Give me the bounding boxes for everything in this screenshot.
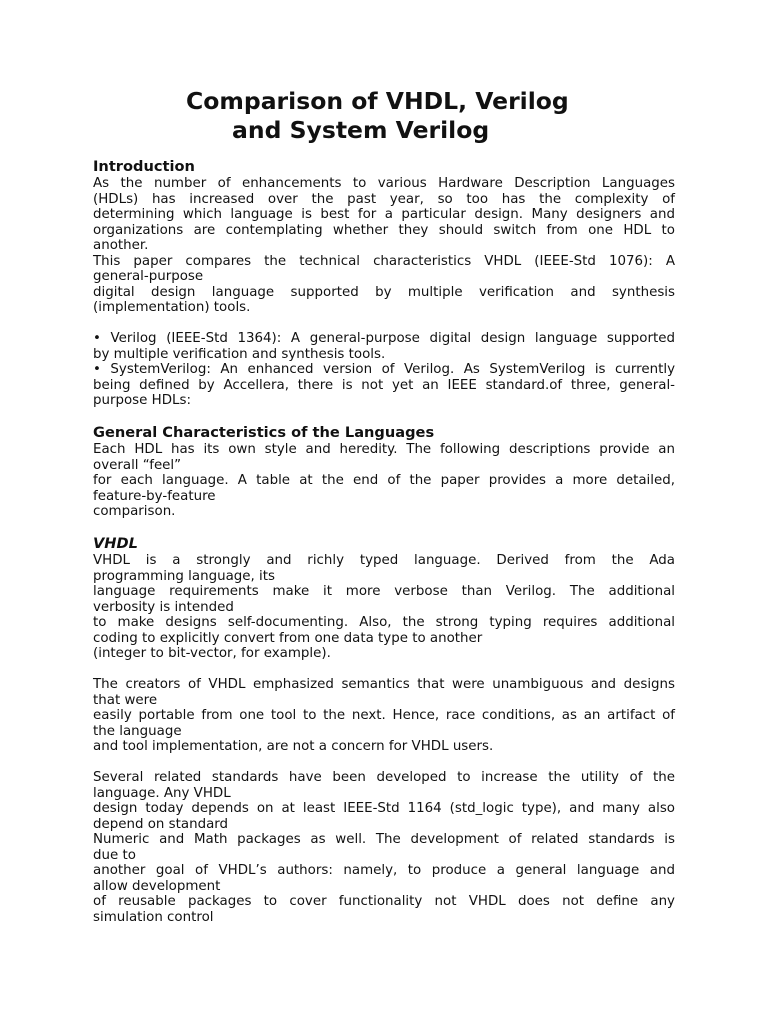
intro-bullet-verilog — [93, 331, 675, 362]
text-line: another. — [93, 238, 149, 253]
general-paragraph-2 — [93, 473, 675, 504]
vhdl-paragraph-11 — [93, 863, 675, 894]
document-title-line-2: and System Verilog — [232, 116, 490, 144]
vhdl-paragraph-5 — [93, 677, 675, 708]
text-line: digital design language supported by multiple verification and synthesis — [93, 284, 675, 300]
text-line: purpose HDLs: — [93, 393, 191, 408]
text-line: the language — [93, 723, 182, 739]
text-line: verbosity is intended — [93, 599, 234, 615]
text-line: due to — [93, 847, 136, 863]
text-line: coding to explicitly convert from one data type to another — [93, 630, 483, 646]
text-line: determining which language is best for a particular design. Many designers and — [93, 207, 675, 222]
text-line: depend on standard — [93, 816, 229, 832]
intro-paragraph-1 — [93, 176, 675, 254]
general-paragraph-1 — [93, 442, 675, 473]
document-body — [93, 158, 675, 925]
text-line: The creators of VHDL emphasized semantics that were unambiguous and designs — [93, 677, 675, 692]
text-line: of reusable packages to cover functionality not VHDL does not define any — [93, 894, 675, 909]
vhdl-paragraph-12 — [93, 894, 675, 925]
vhdl-paragraph-1 — [93, 553, 675, 584]
text-line: feature-by-feature — [93, 488, 216, 504]
document-title-line-1: Comparison of VHDL, Verilog — [186, 87, 569, 115]
text-line: Each HDL has its own style and heredity. The following descriptions provide an — [93, 442, 675, 457]
text-line: Several related standards have been developed to increase the utility of the — [93, 770, 675, 785]
vhdl-paragraph-6 — [93, 708, 675, 739]
vhdl-paragraph-8 — [93, 770, 675, 801]
section-heading-general-characteristics: General Characteristics of the Languages — [93, 424, 435, 441]
text-line: by multiple verification and synthesis tools. — [93, 346, 386, 362]
text-line: language requirements make it more verbose than Verilog. The additional — [93, 584, 675, 599]
text-line: (implementation) tools. — [93, 300, 251, 315]
vhdl-paragraph-4 — [93, 646, 675, 662]
vhdl-paragraph-7 — [93, 739, 675, 755]
text-line: that were — [93, 692, 158, 708]
text-line: • SystemVerilog: An enhanced version of Verilog. As SystemVerilog is currently — [93, 362, 675, 377]
text-line: general-purpose — [93, 269, 204, 284]
text-line: overall “feel” — [93, 457, 182, 473]
text-line: easily portable from one tool to the next. Hence, race conditions, as an artifact of — [93, 708, 675, 723]
text-line: programming language, its — [93, 568, 275, 584]
intro-paragraph-3 — [93, 285, 675, 316]
text-line: organizations are contemplating whether they should switch from one HDL to — [93, 222, 675, 238]
text-line: another goal of VHDL’s authors: namely, to produce a general language and — [93, 863, 675, 878]
text-line: This paper compares the technical characteristics VHDL (IEEE-Std 1076): A — [93, 253, 675, 269]
text-line: (HDLs) has increased over the past year, so too has the complexity of — [93, 191, 675, 207]
text-line: VHDL is a strongly and richly typed language. Derived from the Ada — [93, 553, 675, 568]
text-line: design today depends on at least IEEE-Std 1164 (std_logic type), and many also — [93, 801, 675, 816]
vhdl-paragraph-2 — [93, 584, 675, 615]
text-line: for each language. A table at the end of the paper provides a more detailed, — [93, 473, 675, 488]
intro-paragraph-2 — [93, 254, 675, 285]
text-line: to make designs self-documenting. Also, the strong typing requires additional — [93, 615, 675, 630]
text-line: being defined by Accellera, there is not yet an IEEE standard.of three, general- — [93, 377, 675, 393]
vhdl-paragraph-10 — [93, 832, 675, 863]
vhdl-paragraph-3 — [93, 615, 675, 646]
text-line: simulation control — [93, 909, 214, 925]
text-line: As the number of enhancements to various Hardware Description Languages — [93, 176, 675, 191]
section-heading-introduction: Introduction — [93, 158, 195, 175]
text-line: language. Any VHDL — [93, 785, 231, 801]
text-line: comparison. — [93, 504, 176, 519]
text-line: and tool implementation, are not a concern for VHDL users. — [93, 739, 494, 754]
intro-bullet-systemverilog — [93, 362, 675, 409]
section-heading-vhdl: VHDL — [93, 535, 138, 552]
general-paragraph-3 — [93, 504, 675, 520]
text-line: Numeric and Math packages as well. The development of related standards is — [93, 832, 675, 847]
vhdl-paragraph-9 — [93, 801, 675, 832]
text-line: • Verilog (IEEE-Std 1364): A general-purpose digital design language supported — [93, 331, 675, 346]
text-line: allow development — [93, 878, 221, 894]
text-line: (integer to bit-vector, for example). — [93, 646, 331, 661]
